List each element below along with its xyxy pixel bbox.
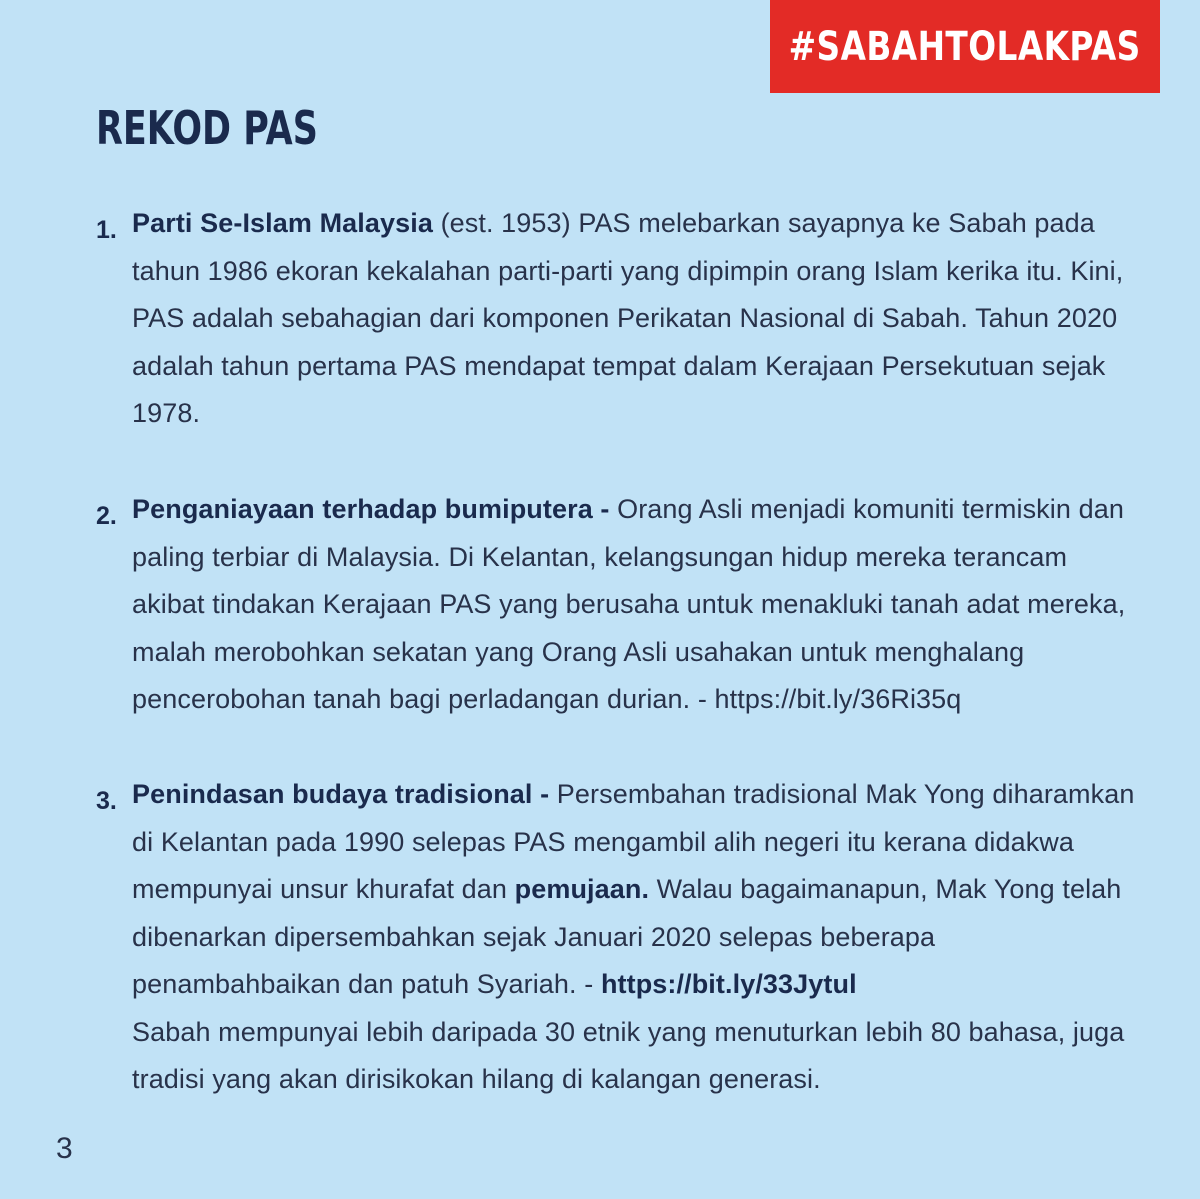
- list-item: [96, 771, 1146, 1104]
- list-item: [96, 200, 1146, 438]
- item-text: tahun 1986 ekoran kekalahan parti-parti yang dipimpin orang Islam kerika itu. Kini,: [132, 255, 1124, 286]
- item-body: [132, 200, 1146, 438]
- item-heading: Penindasan budaya tradisional -: [132, 779, 550, 809]
- emphasis-text: pemujaan.: [514, 874, 650, 904]
- item-text: tradisi yang akan dirisikokan hilang di kalangan generasi.: [132, 1064, 821, 1094]
- item-text: Orang Asli menjadi komuniti termiskin dan: [609, 494, 1124, 524]
- item-text: akibat tindakan Kerajaan PAS yang berusaha untuk menakluki tanah adat mereka,: [132, 589, 1126, 619]
- item-text: (est. 1953) PAS melebarkan sayapnya ke Sabah pada: [432, 208, 1095, 238]
- item-text: Sabah mempunyai lebih daripada 30 etnik yang menuturkan lebih 80 bahasa, juga: [132, 1016, 1125, 1047]
- item-text: penambahbaikan dan patuh Syariah. -: [132, 969, 601, 999]
- item-text: pencerobohan tanah bagi perladangan durian. - https://bit.ly/36Ri35q: [132, 684, 962, 714]
- item-body: [132, 486, 1146, 724]
- item-text: Persembahan tradisional Mak Yong diharamkan: [549, 779, 1135, 809]
- page-number: 3: [56, 1132, 73, 1165]
- item-text: adalah tahun pertama PAS mendapat tempat dalam Kerajaan Persekutuan sejak: [132, 350, 1106, 381]
- hashtag-text: #SABAHTOLAKPAS: [788, 23, 1142, 70]
- item-text: PAS adalah sebahagian dari komponen Perikatan Nasional di Sabah. Tahun 2020: [132, 303, 1118, 333]
- hashtag-banner: [770, 0, 1160, 93]
- list-item: [96, 486, 1146, 724]
- item-text: di Kelantan pada 1990 selepas PAS mengambil alih negeri itu kerana didakwa: [132, 826, 1075, 857]
- item-text: Walau bagaimanapun, Mak Yong telah: [649, 874, 1122, 904]
- page-title: REKOD PAS: [96, 101, 318, 155]
- item-text: paling terbiar di Malaysia. Di Kelantan, kelangsungan hidup mereka terancam: [132, 541, 1068, 572]
- item-number: 3.: [96, 787, 117, 815]
- source-link: https://bit.ly/33Jytul: [600, 969, 857, 999]
- item-text: 1978.: [132, 398, 201, 428]
- item-text: dibenarkan dipersembahkan sejak Januari 2020 selepas beberapa: [132, 921, 936, 952]
- item-number: 1.: [96, 216, 117, 244]
- item-text: mempunyai unsur khurafat dan: [132, 874, 515, 904]
- item-heading: Penganiayaan terhadap bumiputera -: [132, 494, 610, 524]
- item-number: 2.: [96, 502, 117, 530]
- item-heading: Parti Se-Islam Malaysia: [132, 208, 433, 238]
- item-text: malah merobohkan sekatan yang Orang Asli usahakan untuk menghalang: [132, 636, 1025, 667]
- item-body: [132, 771, 1146, 1104]
